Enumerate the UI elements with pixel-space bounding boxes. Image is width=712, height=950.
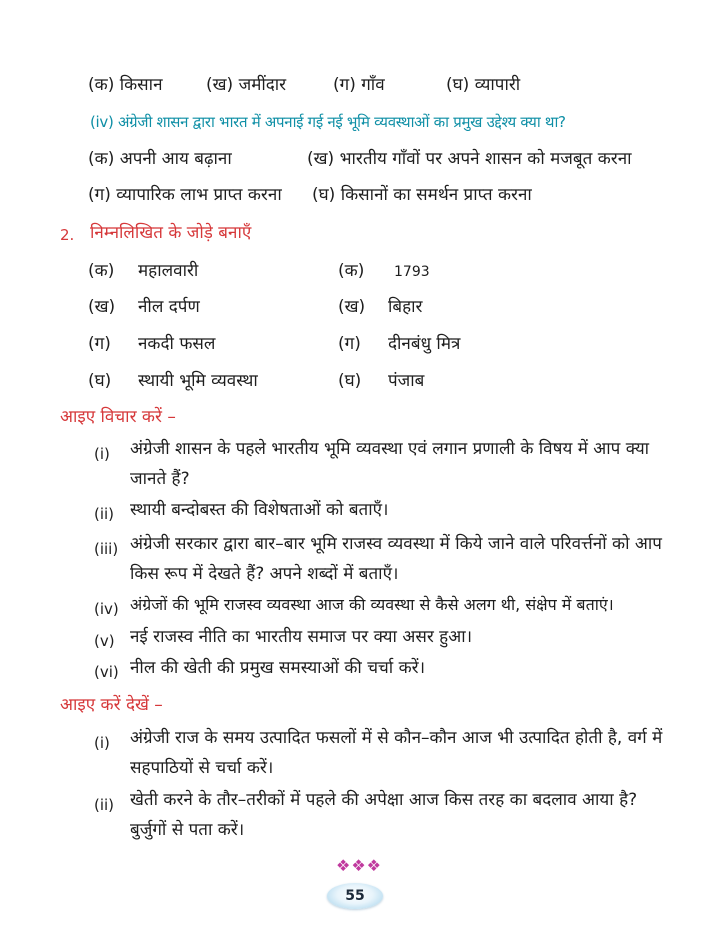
- list-item: खेती करने के तौर–तरीकों में पहले की अपेक्षा आज किस तरह का बदलाव आया है? बुर्जुगों से पता करें।: [130, 790, 638, 840]
- match-right-mark: (ग): [338, 334, 361, 354]
- match-right-mark: (घ): [338, 371, 362, 391]
- match-left-item: नकदी फसल: [138, 334, 216, 354]
- item-number: (ii): [94, 505, 115, 523]
- match-left-item: स्थायी भूमि व्यवस्था: [138, 371, 258, 391]
- do-heading: आइए करें देखें –: [60, 695, 163, 715]
- match-right-item: बिहार: [388, 297, 423, 317]
- match-right-item: पंजाब: [388, 371, 425, 391]
- q4-option-b: (ख) भारतीय गाँवों पर अपने शासन को मजबूत करना: [307, 149, 632, 169]
- section-number: 2.: [60, 226, 75, 244]
- item-number: (iv): [94, 600, 119, 618]
- item-number: (v): [94, 632, 115, 650]
- match-left-item: नील दर्पण: [138, 297, 200, 317]
- match-right-mark: (क): [338, 261, 365, 281]
- list-item: अंग्रेजी सरकार द्वारा बार–बार भूमि राजस्व व्यवस्था में किये जाने वाले परिवर्त्तनों को आप किस रूप में देखते हैं? अपने शब्दों में बताएँ।: [130, 534, 662, 584]
- page-number: 55: [327, 883, 383, 909]
- match-left-mark: (क): [88, 261, 115, 281]
- option-b: (ख) जमींदार: [206, 75, 287, 95]
- match-right-mark: (ख): [338, 297, 366, 317]
- match-left-mark: (घ): [88, 371, 112, 391]
- list-item: नई राजस्व नीति का भारतीय समाज पर क्या असर हुआ।: [130, 627, 473, 647]
- list-item: अंग्रेजों की भूमि राजस्व व्यवस्था आज की व्यवस्था से कैसे अलग थी, संक्षेप में बताएं।: [130, 595, 614, 614]
- list-item: अंग्रेजी शासन के पहले भारतीय भूमि व्यवस्था एवं लगान प्रणाली के विषय में आप क्या जानते हैं?: [130, 439, 650, 489]
- question-iv: (iv) अंग्रेजी शासन द्वारा भारत में अपनाई गई नई भूमि व्यवस्थाओं का प्रमुख उद्देश्य क्या था?: [90, 113, 566, 131]
- q4-option-c: (ग) व्यापारिक लाभ प्राप्त करना: [88, 185, 282, 205]
- item-number: (iii): [94, 540, 119, 558]
- q4-option-d: (घ) किसानों का समर्थन प्राप्त करना: [312, 185, 532, 205]
- item-number: (i): [94, 445, 110, 463]
- option-a: (क) किसान: [88, 75, 163, 95]
- list-item: नील की खेती की प्रमुख समस्याओं की चर्चा करें।: [130, 658, 426, 678]
- match-left-item: महालवारी: [138, 261, 199, 281]
- match-right-item: 1793: [394, 264, 430, 280]
- option-d: (घ) व्यापारी: [446, 75, 521, 95]
- think-heading: आइए विचार करें –: [60, 407, 176, 427]
- item-number: (i): [94, 734, 110, 752]
- option-c: (ग) गाँव: [333, 75, 385, 95]
- match-left-mark: (ग): [88, 334, 111, 354]
- list-item: स्थायी बन्दोबस्त की विशेषताओं को बताएँ।: [130, 500, 389, 520]
- q4-option-a: (क) अपनी आय बढ़ाना: [88, 149, 232, 169]
- item-number: (vi): [94, 663, 119, 681]
- match-right-item: दीनबंधु मित्र: [388, 334, 461, 354]
- list-item: अंग्रेजी राज के समय उत्पादित फसलों में से कौन–कौन आज भी उत्पादित होती है, वर्ग में सहपाठियों से चर्चा करें।: [130, 728, 663, 778]
- match-heading: निम्नलिखित के जोड़े बनाएँ: [90, 223, 252, 243]
- match-left-mark: (ख): [88, 297, 116, 317]
- item-number: (ii): [94, 796, 115, 814]
- ornament-icon: ❖❖❖: [335, 856, 383, 875]
